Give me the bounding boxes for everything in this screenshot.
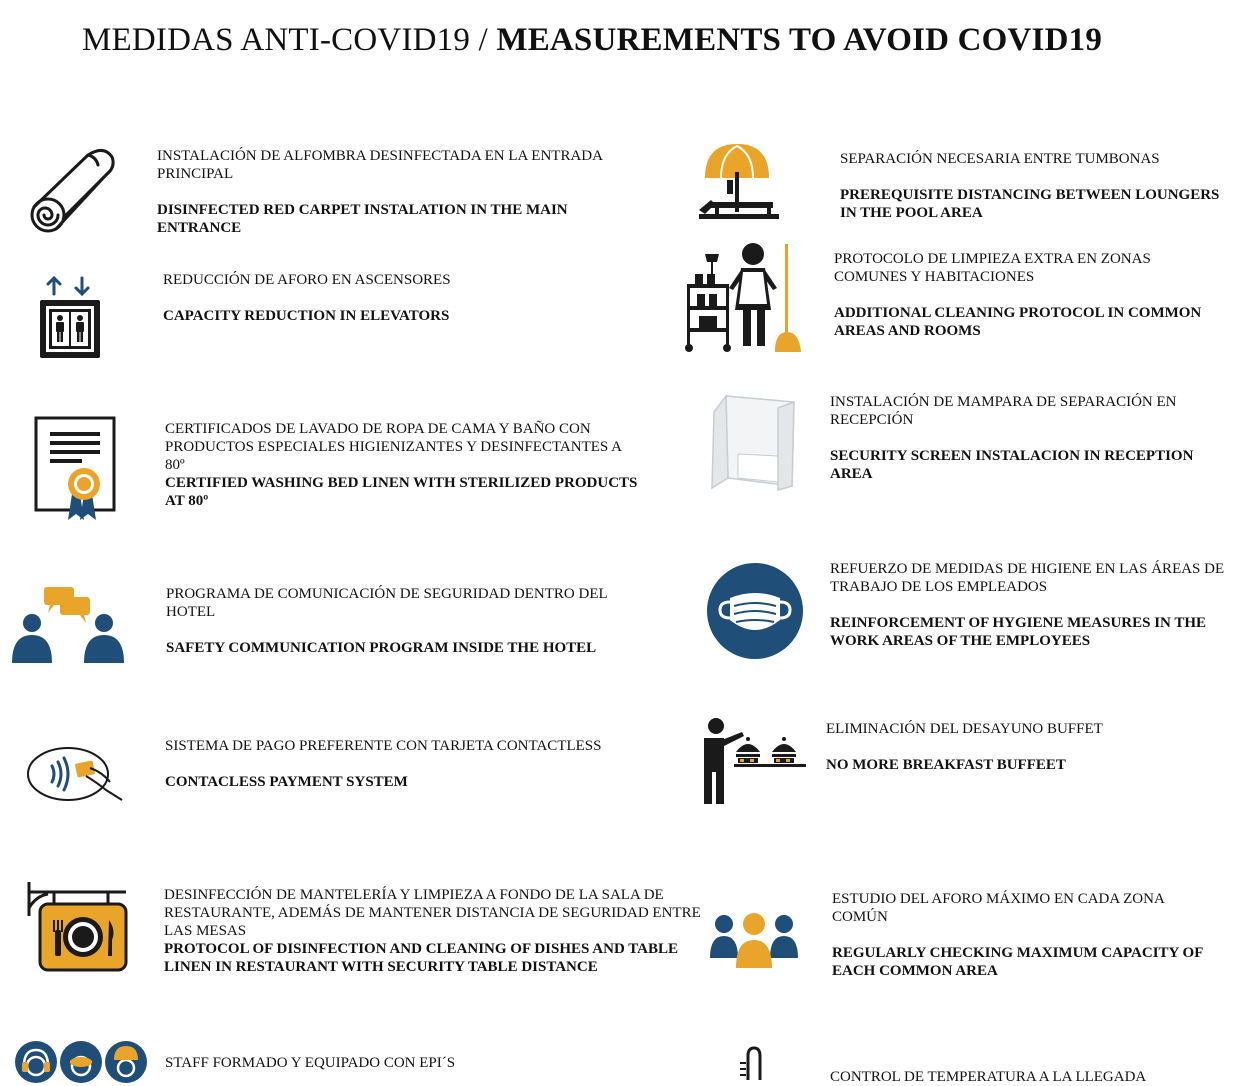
carpet-roll-icon — [26, 145, 118, 237]
list-item — [830, 560, 1225, 650]
list-item — [165, 737, 635, 791]
item-english-text: ADDITIONAL CLEANING PROTOCOL IN COMMON AREAS AND ROOMS — [834, 305, 1202, 339]
item-spanish-text: ESTUDIO DEL AFORO MÁXIMO EN CADA ZONA COMÚN — [832, 891, 1164, 925]
list-item — [166, 585, 636, 657]
item-spanish-text: REFUERZO DE MEDIDAS DE HIGIENE EN LAS ÁREAS DE TRABAJO DE LOS EMPLEADOS — [830, 561, 1225, 595]
item-english-text: SECURITY SCREEN INSTALACION IN RECEPTION AREA — [830, 448, 1194, 482]
item-english-text: PREREQUISITE DISTANCING BETWEEN LOUNGERS IN THE POOL AREA — [840, 187, 1220, 221]
list-item — [826, 720, 1206, 774]
item-spanish-text: CONTROL DE TEMPERATURA A LA LLEGADA — [830, 1069, 1147, 1085]
restaurant-sign-icon — [26, 880, 130, 976]
item-english-text: CERTIFIED WASHING BED LINEN WITH STERILIZED PRODUCTS AT 80º — [165, 475, 638, 509]
item-spanish-text: REDUCCIÓN DE AFORO EN ASCENSORES — [163, 272, 451, 288]
item-english-text: NO MORE BREAKFAST BUFFEET — [826, 757, 1066, 773]
list-item — [832, 890, 1212, 980]
item-english-text: PROTOCOL OF DISINFECTION AND CLEANING OF DISHES AND TABLE LINEN IN RESTAURANT WITH SECURITY TABLE DISTANCE — [164, 941, 678, 975]
list-item — [830, 393, 1220, 483]
ppe-staff-icon — [14, 1040, 150, 1084]
cleaning-staff-icon — [683, 240, 805, 354]
item-english-text: DISINFECTED RED CARPET INSTALATION IN THE MAIN ENTRANCE — [157, 202, 568, 236]
item-spanish-text: STAFF FORMADO Y EQUIPADO CON EPI´S — [165, 1055, 456, 1071]
communication-people-icon — [10, 585, 128, 665]
item-spanish-text: PROTOCOLO DE LIMPIEZA EXTRA EN ZONAS COMUNES Y HABITACIONES — [834, 251, 1151, 285]
item-english-text: REGULARLY CHECKING MAXIMUM CAPACITY OF EACH COMMON AREA — [832, 945, 1203, 979]
item-spanish-text: DESINFECCIÓN DE MANTELERÍA Y LIMPIEZA A FONDO DE LA SALA DE RESTAURANTE, ADEMÁS DE MANTENER DISTANCIA DE SEGURIDAD ENTRE LAS MESAS — [164, 887, 701, 939]
item-english-text: REINFORCEMENT OF HYGIENE MEASURES IN THE WORK AREAS OF THE EMPLOYEES — [830, 615, 1207, 649]
list-item — [164, 886, 704, 976]
list-item — [830, 1068, 1210, 1086]
item-spanish-text: PROGRAMA DE COMUNICACIÓN DE SEGURIDAD DENTRO DEL HOTEL — [166, 586, 608, 620]
item-english-text: CAPACITY REDUCTION IN ELEVATORS — [163, 308, 450, 324]
list-item — [157, 147, 637, 237]
list-item — [165, 1054, 635, 1072]
sunbed-umbrella-icon — [697, 142, 781, 222]
security-screen-icon — [708, 392, 800, 492]
item-english-text: SAFETY COMMUNICATION PROGRAM INSIDE THE HOTEL — [166, 640, 597, 656]
title-spanish: MEDIDAS ANTI-COVID19 / — [82, 22, 488, 58]
buffet-icon — [696, 716, 808, 806]
list-item — [165, 420, 640, 510]
contactless-card-icon — [26, 742, 126, 806]
item-spanish-text: SEPARACIÓN NECESARIA ENTRE TUMBONAS — [840, 151, 1160, 167]
list-item — [834, 250, 1214, 340]
item-spanish-text: ELIMINACIÓN DEL DESAYUNO BUFFET — [826, 721, 1103, 737]
thermometer-icon — [736, 1046, 772, 1080]
item-english-text: CONTACLESS PAYMENT SYSTEM — [165, 774, 408, 790]
page-title — [82, 22, 1182, 59]
list-item — [163, 271, 633, 325]
certificate-icon — [34, 416, 118, 522]
elevator-icon — [38, 274, 102, 360]
group-people-icon — [710, 912, 798, 970]
item-spanish-text: INSTALACIÓN DE MAMPARA DE SEPARACIÓN EN RECEPCIÓN — [830, 394, 1177, 428]
list-item — [840, 150, 1220, 222]
face-mask-icon — [706, 562, 804, 660]
item-spanish-text: CERTIFICADOS DE LAVADO DE ROPA DE CAMA Y BAÑO CON PRODUCTOS ESPECIALES HIGIENIZANTES Y DESINFECTANTES A 80º — [165, 421, 622, 473]
item-spanish-text: INSTALACIÓN DE ALFOMBRA DESINFECTADA EN LA ENTRADA PRINCIPAL — [157, 148, 603, 182]
title-english: MEASUREMENTS TO AVOID COVID19 — [496, 22, 1103, 58]
item-spanish-text: SISTEMA DE PAGO PREFERENTE CON TARJETA CONTACTLESS — [165, 738, 602, 754]
